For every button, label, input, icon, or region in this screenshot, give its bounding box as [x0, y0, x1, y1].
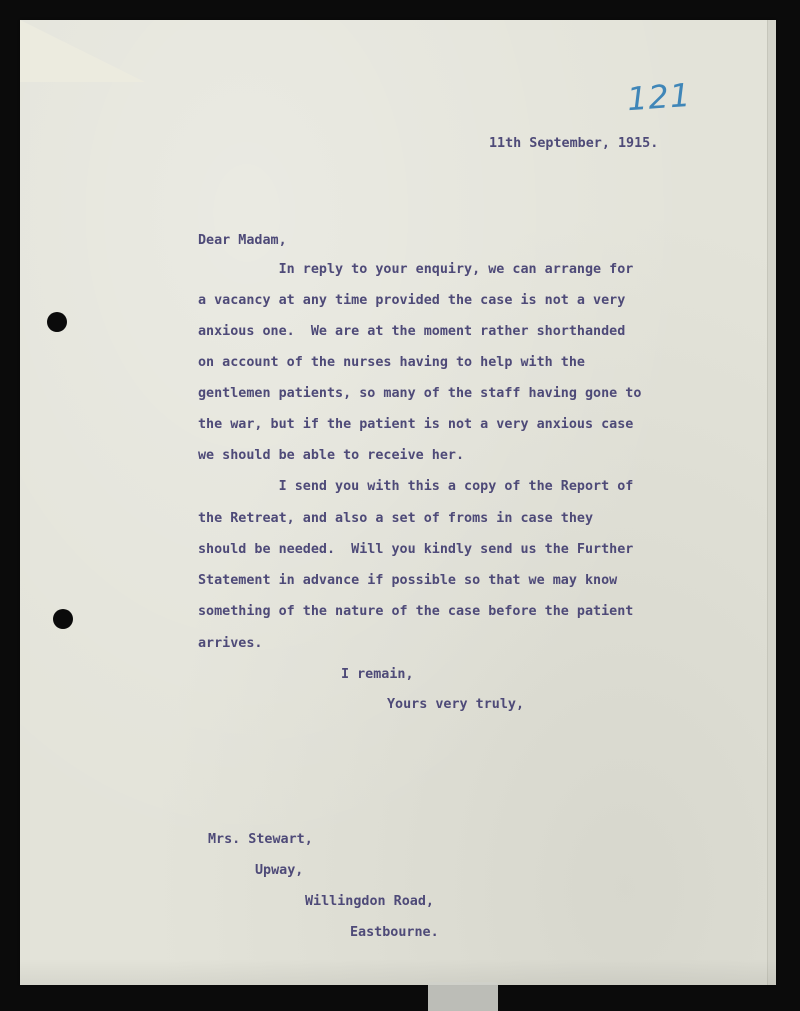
- paper-curl: [20, 959, 776, 985]
- body-line: anxious one. We are at the moment rather shorthanded: [198, 324, 626, 339]
- body-line: gentlemen patients, so many of the staff having gone to: [198, 386, 642, 401]
- body-line: I send you with this a copy of the Report of: [198, 479, 634, 494]
- address-line-house: Upway,: [255, 863, 304, 878]
- closing: I remain,: [341, 667, 414, 682]
- body-line: arrives.: [198, 636, 263, 651]
- signoff: Yours very truly,: [387, 697, 525, 712]
- body-line: Statement in advance if possible so that we may know: [198, 573, 618, 588]
- address-line-town: Eastbourne.: [350, 925, 439, 940]
- punch-hole-bottom: [53, 609, 73, 629]
- address-line-name: Mrs. Stewart,: [208, 832, 313, 847]
- body-line: In reply to your enquiry, we can arrange for: [198, 262, 634, 277]
- body-line: should be needed. Will you kindly send us the Further: [198, 542, 634, 557]
- body-line: on account of the nurses having to help with the: [198, 355, 585, 370]
- body-line: the Retreat, and also a set of froms in case they: [198, 511, 594, 526]
- scanner-clip: [428, 982, 498, 1011]
- body-line: we should be able to receive her.: [198, 448, 465, 463]
- address-line-road: Willingdon Road,: [305, 894, 434, 909]
- body-line: something of the nature of the case before the patient: [198, 604, 634, 619]
- folded-corner: [20, 20, 145, 82]
- salutation: Dear Madam,: [198, 233, 287, 248]
- body-line: the war, but if the patient is not a very anxious case: [198, 417, 634, 432]
- letter-date: 11th September, 1915.: [489, 136, 659, 151]
- punch-hole-top: [47, 312, 67, 332]
- letter-page: [20, 20, 776, 985]
- body-line: a vacancy at any time provided the case is not a very: [198, 293, 626, 308]
- paper-edge: [767, 20, 776, 985]
- handwritten-page-number: 121: [625, 75, 693, 119]
